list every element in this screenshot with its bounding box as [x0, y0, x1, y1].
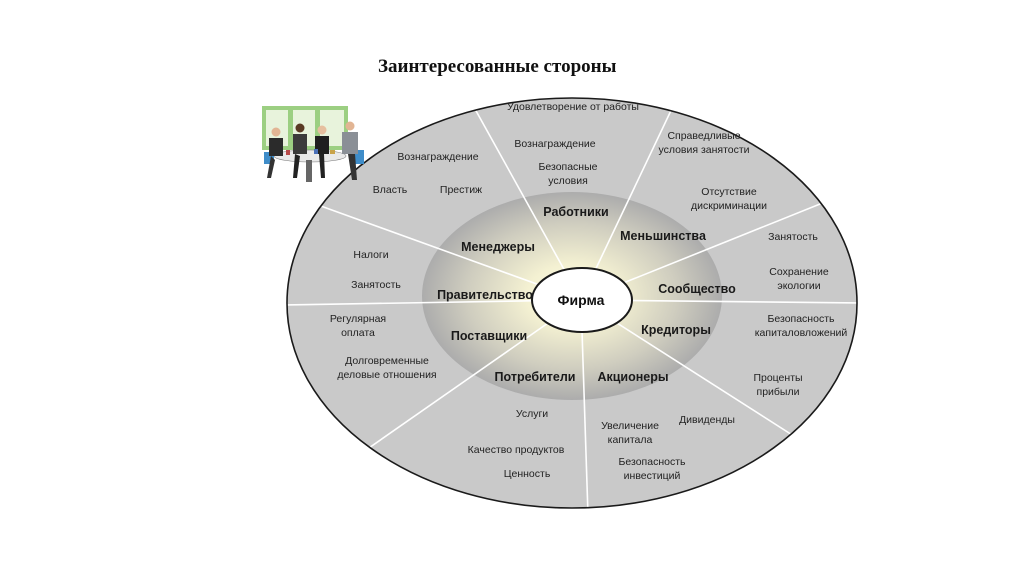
interest-label: Удовлетворение от работы: [507, 101, 639, 114]
interest-label: Увеличение капитала: [601, 420, 659, 446]
interest-label: Вознаграждение: [514, 138, 596, 151]
interest-label: Занятость: [768, 231, 818, 244]
interest-label: Безопасность инвестиций: [618, 456, 686, 482]
interest-label: Услуги: [515, 408, 549, 421]
group-minorities: Меньшинства: [620, 229, 706, 243]
group-community: Сообщество: [658, 282, 736, 296]
business-meeting-illustration-icon: [262, 106, 372, 190]
interest-label: Занятость: [351, 279, 401, 292]
interest-label: Справедливые условия занятости: [658, 130, 750, 156]
interest-label: Отсутствие дискриминации: [690, 186, 768, 212]
interest-label: Безопасность капиталовложений: [754, 313, 848, 339]
group-workers: Работники: [543, 205, 609, 219]
center-label-firm: Фирма: [557, 292, 605, 308]
group-consumers: Потребители: [494, 370, 576, 384]
interest-label: Дивиденды: [679, 414, 735, 427]
interest-label: Сохранение экологии: [769, 266, 829, 292]
interest-label: Престиж: [439, 184, 483, 197]
group-shareholders: Акционеры: [597, 370, 669, 384]
interest-label: Долговременные деловые отношения: [337, 355, 437, 381]
group-managers: Менеджеры: [461, 240, 535, 254]
page-title: Заинтересованные стороны: [378, 56, 617, 77]
group-government: Правительство: [437, 288, 533, 302]
group-creditors: Кредиторы: [641, 323, 711, 337]
interest-label: Регулярная оплата: [329, 313, 387, 339]
interest-label: Вознаграждение: [397, 151, 479, 164]
group-suppliers: Поставщики: [450, 329, 528, 343]
interest-label: Ценность: [503, 468, 551, 481]
interest-label: Власть: [372, 184, 408, 197]
interest-label: Качество продуктов: [467, 444, 565, 457]
interest-label: Безопасные условия: [538, 161, 598, 187]
interest-label: Налоги: [353, 249, 389, 262]
interest-label: Проценты прибыли: [753, 372, 803, 398]
